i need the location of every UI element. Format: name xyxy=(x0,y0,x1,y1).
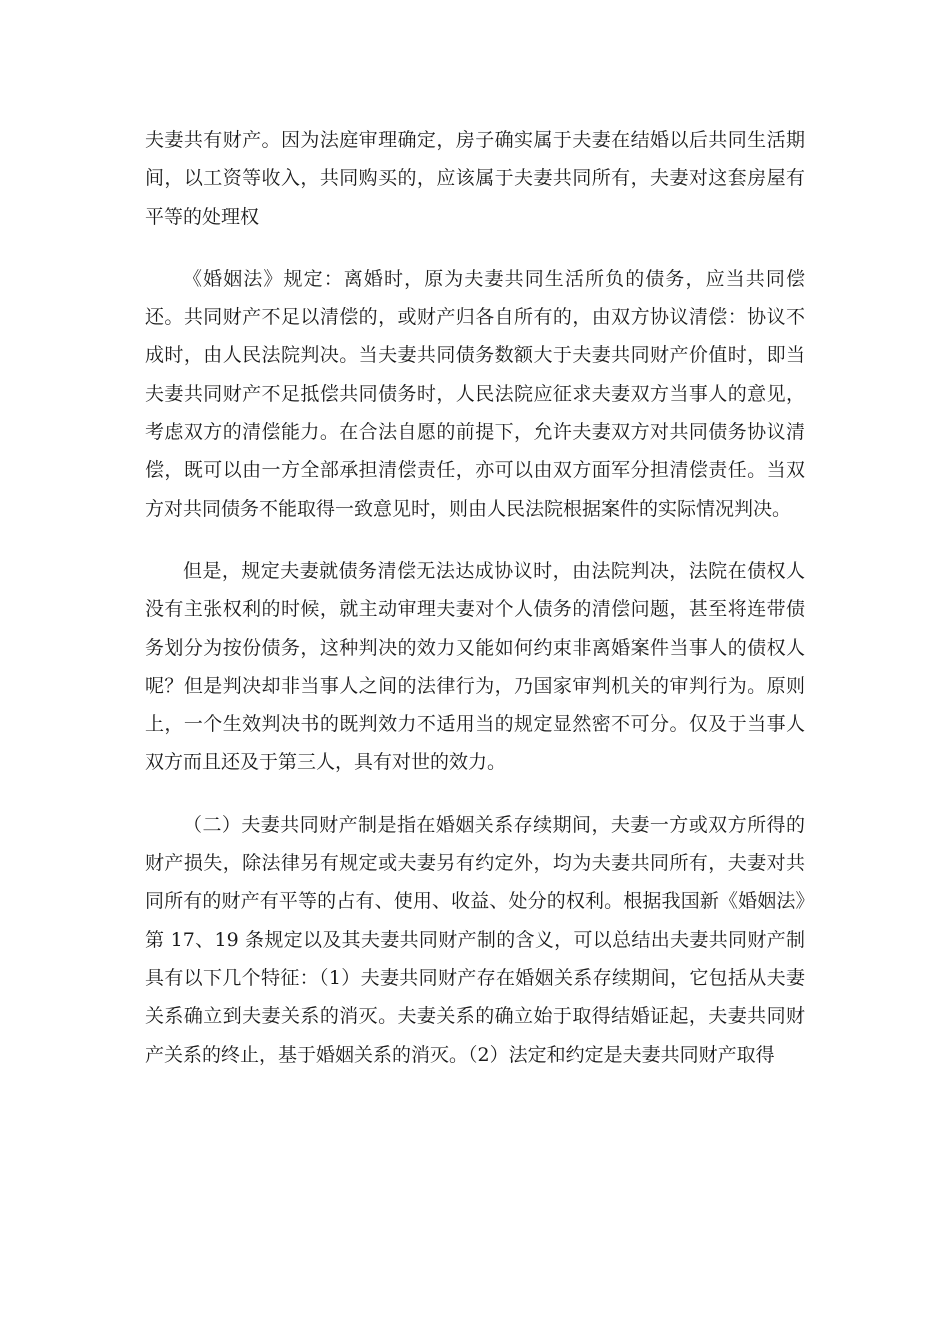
paragraph-1: 夫妻共有财产。因为法庭审理确定，房子确实属于夫妻在结婚以后共同生活期间，以工资等收入，共同购买的，应该属于夫妻共同所有，夫妻对这套房屋有平等的处理权 xyxy=(145,129,805,228)
paragraph-3: 但是，规定夫妻就债务清偿无法达成协议时，由法院判决，法院在债权人没有主张权利的时候，就主动审理夫妻对个人债务的清偿问题，甚至将连带债务划分为按份债务，这种判决的效力又能如何约束非离婚案件当事人的债权人呢？但是判决却非当事人之间的法律行为，乃国家审判机关的审判行为。原则上，一个生效判决书的既判效力不适用当的规定显然密不可分。仅及于当事人双方而且还及于第三人，具有对世的效力。 xyxy=(145,559,805,774)
paragraph-2: 《婚姻法》规定：离婚时，原为夫妻共同生活所负的债务，应当共同偿还。共同财产不足以清偿的，或财产归各自所有的，由双方协议清偿：协议不成时，由人民法院判决。当夫妻共同债务数额大于夫妻共同财产价值时，即当夫妻共同财产不足抵偿共同债务时，人民法院应征求夫妻双方当事人的意见，考虑双方的清偿能力。在合法自愿的前提下，允许夫妻双方对共同债务协议清偿，既可以由一方全部承担清偿责任，亦可以由双方面军分担清偿责任。当双方对共同债务不能取得一致意见时，则由人民法院根据案件的实际情况判决。 xyxy=(145,267,805,520)
document-page xyxy=(145,121,805,1098)
paragraph-4: （二）夫妻共同财产制是指在婚姻关系存续期间，夫妻一方或双方所得的财产损失，除法律另有规定或夫妻另有约定外，均为夫妻共同所有，夫妻对共同所有的财产有平等的占有、使用、收益、处分的权利。根据我国新《婚姻法》第 17、19 条规定以及其夫妻共同财产制的含义，可以总结出夫妻共同财产制具有以下几个特征：（1）夫妻共同财产存在婚姻关系存续期间，它包括从夫妻关系确立到夫妻关系的消灭。夫妻关系的确立始于取得结婚证起，夫妻共同财产关系的终止，基于婚姻关系的消灭。（2）法定和约定是夫妻共同财产取得 xyxy=(145,813,805,1066)
